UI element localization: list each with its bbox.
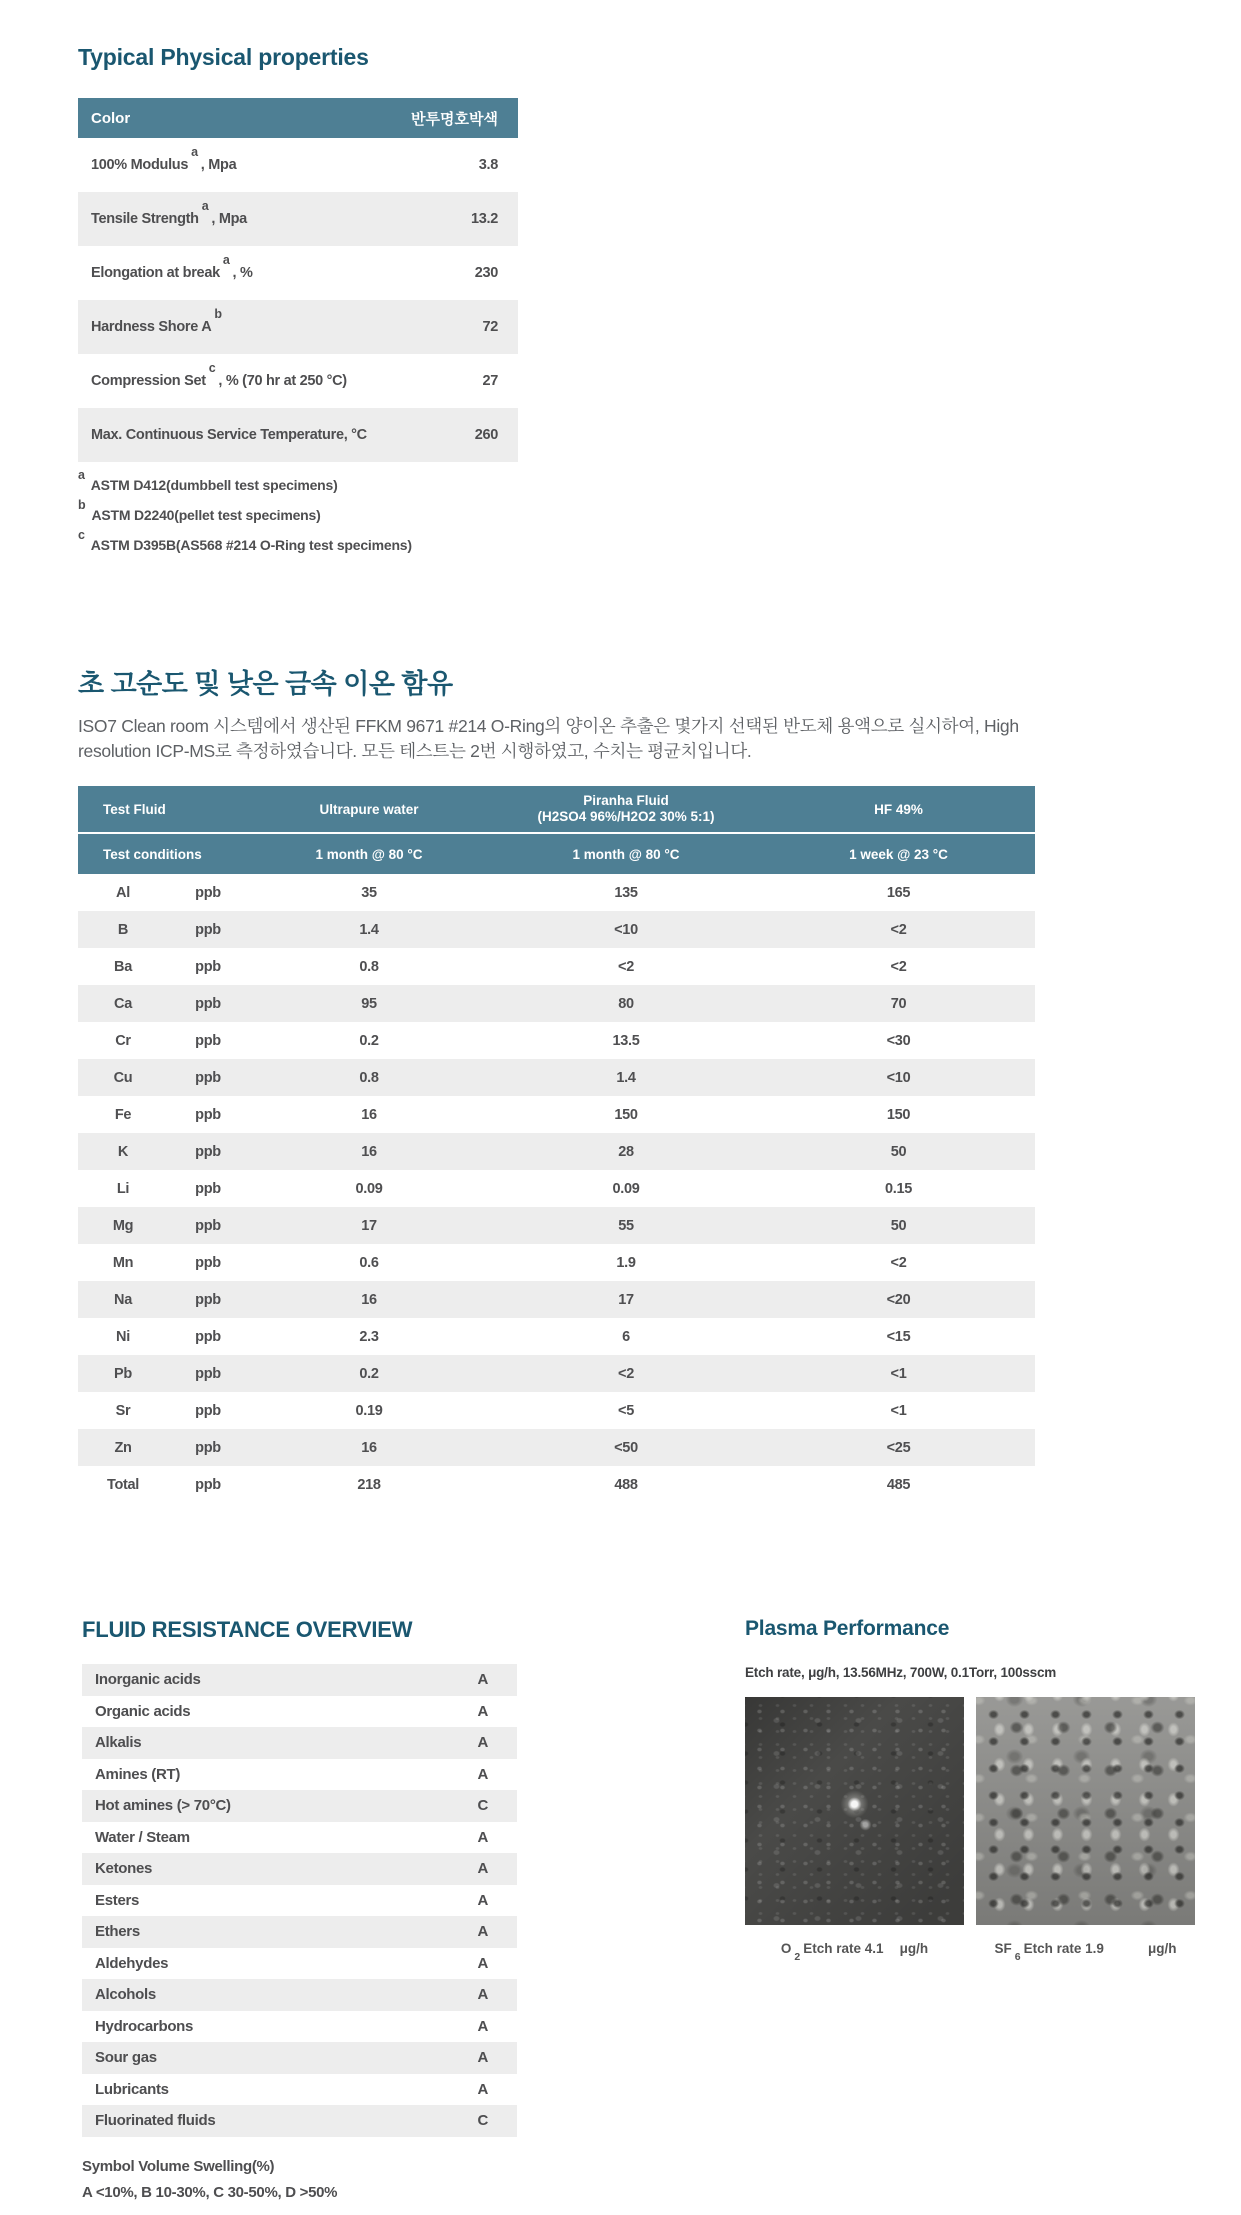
col-hf: HF 49% — [874, 801, 923, 817]
metal-ion-row: Zn ppb 16 <50 <25 — [78, 1429, 1035, 1466]
physical-property-row: Max. Continuous Service Temperature, °C 260 — [78, 408, 518, 462]
metal-ion-table — [78, 786, 1035, 1503]
fluid-resistance-list — [82, 1664, 517, 2137]
metal-ion-row: Al ppb 35 135 165 — [116, 884, 911, 901]
purity-section — [78, 662, 1035, 1503]
rating: A — [477, 2049, 488, 2067]
fluid-row: Ketones A — [82, 1853, 517, 1885]
purity-title: 초 고순도 및 낮은 금속 이온 함유 — [78, 669, 453, 699]
rating: A — [477, 1671, 488, 1689]
rating: A — [477, 1765, 488, 1783]
property-value: 72 — [482, 319, 498, 335]
plasma-performance-title: Plasma Performance — [745, 1617, 950, 1640]
sem-images — [745, 1697, 1207, 1925]
color-label: Color — [91, 109, 131, 127]
fluid-row: Organic acids A — [95, 1702, 488, 1720]
physical-properties-table — [78, 98, 518, 462]
physical-table-rows — [78, 138, 518, 462]
metal-ion-row: Na ppb 16 17 <20 — [78, 1281, 1035, 1318]
metal-ion-row: B ppb 1.4 <10 <2 — [78, 911, 1035, 948]
fluid-row: Hot amines (> 70°C) C — [82, 1790, 517, 1822]
rating: A — [477, 1734, 488, 1752]
physical-property-row: Tensile Strength$^a$, Mpa 13.2 — [78, 192, 518, 246]
sem-captions — [745, 1941, 1207, 1963]
fluid-row: Aldehydes A — [95, 1954, 488, 1972]
footnote: $^a$ASTM D412(dumbbell test specimens) — [78, 468, 338, 493]
sf6-etch-caption: $SF_6Etch$ rate 1.9 μg/h — [994, 1941, 1177, 1963]
fluid-row: Esters A — [95, 1891, 488, 1909]
metal-ion-table-body — [78, 874, 1035, 1503]
metal-ion-table-header-2: Test conditions 1 month @ 80 °C 1 month @ 80 °C 1 week @ 23 °C — [78, 834, 1035, 874]
rating: A — [477, 1828, 488, 1846]
physical-properties-section — [78, 44, 518, 567]
fluid-row: Alcohols A — [82, 1979, 517, 2011]
footnote: $^b$ASTM D2240(pellet test specimens) — [78, 498, 321, 523]
fluid-row: Amines (RT) A — [95, 1765, 488, 1783]
purity-paragraph: ISO7 Clean room 시스템에서 생산된 FFKM 9671 #214 O-Ring의 양이온 추출은 몇가지 선택된 반도체 용액으로 실시하여, High resolution ICP-MS로 측정하였습니다. 모든 테스트는 2번 시행하였고, 수치는 평균치입니다. — [78, 716, 1019, 761]
fluid-row: Sour gas A — [82, 2042, 517, 2074]
metal-ion-row-total: Total ppb 218 488 485 — [106, 1476, 911, 1493]
o2-etch-caption: $O_2Etch$ rate 4.1 μg/h — [780, 1941, 929, 1963]
rating: A — [477, 1860, 488, 1878]
fluid-row: Inorganic acids A — [82, 1664, 517, 1696]
test-conditions-label: Test conditions — [103, 846, 202, 862]
property-value: 3.8 — [478, 157, 498, 173]
rating: A — [477, 1923, 488, 1941]
fluid-row: Fluorinated fluids C — [82, 2105, 517, 2137]
metal-ion-row: K ppb 16 28 50 — [78, 1133, 1035, 1170]
fluid-row: Alkalis A — [82, 1727, 517, 1759]
property-value: 230 — [474, 265, 498, 281]
metal-ion-row: Cu ppb 0.8 1.4 <10 — [78, 1059, 1035, 1096]
metal-ion-row: Fe ppb 16 150 150 — [114, 1106, 911, 1123]
plasma-performance-section — [745, 1617, 1207, 1963]
rating: A — [477, 1702, 488, 1720]
property-value: 260 — [474, 427, 498, 443]
col-piranha-fluid: Piranha Fluid (H2SO4 96%/H2O2 30% 5:1) — [537, 793, 715, 824]
rating: A — [477, 1891, 488, 1909]
metal-ion-row: Cr ppb 0.2 13.5 <30 — [115, 1032, 911, 1049]
rating: C — [477, 1797, 488, 1815]
swelling-legend: Symbol Volume Swelling(%) A <10%, B 10-30%, C 30-50%, D >50% — [82, 2157, 338, 2201]
metal-ion-row: Ni ppb 2.3 6 <15 — [116, 1328, 911, 1345]
color-value: 반투명호박색 — [411, 110, 498, 128]
rating: A — [477, 1954, 488, 1972]
physical-property-row: 100% Modulus$^a$, Mpa 3.8 — [91, 145, 498, 173]
fluid-row: Hydrocarbons A — [95, 2017, 488, 2035]
sem-image-sf6-etched — [976, 1697, 1195, 1925]
metal-ion-row: Sr ppb 0.19 <5 <1 — [115, 1402, 907, 1419]
metal-ion-row: Ca ppb 95 80 70 — [78, 985, 1035, 1022]
metal-ion-table-header-1 — [78, 786, 1035, 832]
rating: A — [477, 1986, 488, 2004]
fluid-row: Lubricants A — [95, 2080, 488, 2098]
metal-ion-row: Pb ppb 0.2 <2 <1 — [78, 1355, 1035, 1392]
physical-property-row: Hardness Shore $A^b$ 72 — [78, 300, 518, 354]
col-ultrapure-water: Ultrapure water — [319, 801, 419, 817]
physical-properties-title: Typical Physical properties — [78, 44, 369, 70]
test-fluid-label: Test Fluid — [103, 801, 166, 817]
rating: C — [477, 2112, 488, 2130]
fluid-row: Water / Steam A — [95, 1828, 488, 1846]
physical-table-header — [78, 98, 518, 138]
rating: A — [477, 2017, 488, 2035]
metal-ion-row: Mn ppb 0.6 1.9 <2 — [112, 1254, 907, 1271]
fluid-row: Ethers A — [82, 1916, 517, 1948]
physical-footnotes — [78, 468, 518, 553]
property-value: 13.2 — [470, 211, 498, 227]
etch-rate-conditions: Etch rate, μg/h, 13.56MHz, 700W, 0.1Torr, 100sscm — [745, 1665, 1057, 1680]
property-value: 27 — [482, 373, 498, 389]
rating: A — [477, 2080, 488, 2098]
sem-image-o2-etched — [745, 1697, 964, 1925]
metal-ion-row: Li ppb 0.09 0.09 0.15 — [116, 1180, 913, 1197]
metal-ion-row: Ba ppb 0.8 <2 <2 — [114, 958, 907, 975]
fluid-resistance-title: FLUID RESISTANCE OVERVIEW — [82, 1617, 413, 1642]
physical-property-row: Elongation at break$^a$, % 230 — [91, 253, 498, 281]
physical-property-row: Compression Set$^c$, % (70 hr at 250 °C) 27 — [91, 361, 498, 389]
fluid-resistance-section — [82, 1617, 517, 2206]
metal-ion-row: Mg ppb 17 55 50 — [78, 1207, 1035, 1244]
footnote: $^c$ASTM D395B(AS568 #214 O-Ring test specimens) — [78, 528, 412, 553]
